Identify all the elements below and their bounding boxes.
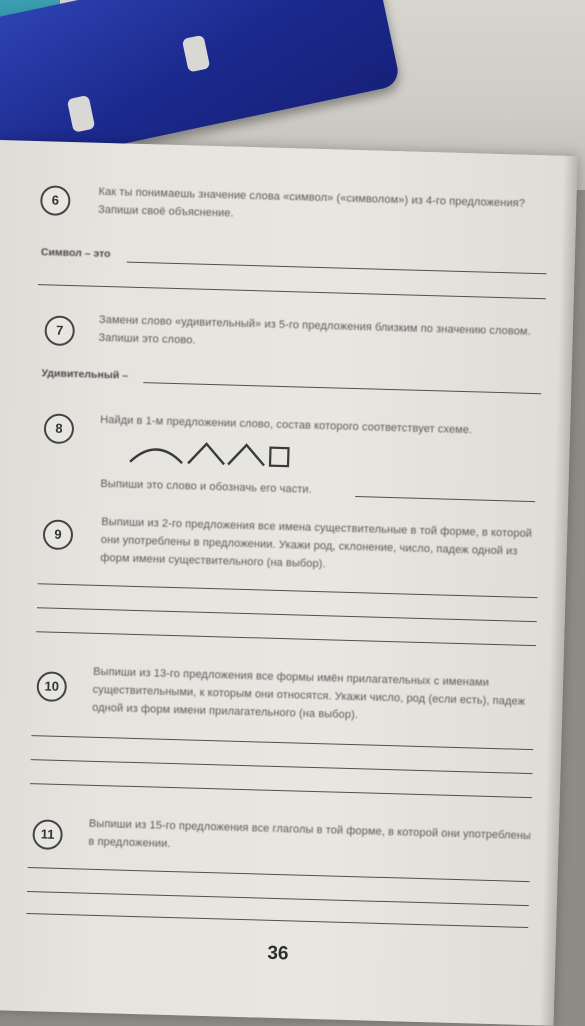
answer-line[interactable]: [26, 913, 528, 928]
task-text: Как ты понимаешь значение слова «символ» («символом») из 4-го предложения? Запиши своё объяснение.: [97, 185, 526, 220]
task-number: 7: [44, 315, 75, 346]
task-text: Выпиши из 15-го предложения все глаголы в той форме, в которой они употреблены в предложении.: [88, 817, 532, 851]
task-text: Замени слово «удивительный» из 5-го предложения близким по значению словом. Запиши это слово.: [98, 313, 531, 347]
folder-slot: [182, 35, 211, 73]
answer-line[interactable]: [31, 735, 533, 750]
answer-line[interactable]: [30, 783, 532, 798]
answer-line[interactable]: [143, 382, 541, 395]
suffix-icon: [228, 445, 265, 466]
page-shadow: [539, 156, 577, 1026]
morpheme-scheme: [126, 434, 297, 473]
answer-line[interactable]: [355, 496, 535, 502]
answer-line[interactable]: [36, 631, 536, 646]
answer-line[interactable]: [127, 262, 547, 275]
task-text: Найди в 1-м предложении слово, состав которого соответствует схеме.: [100, 413, 473, 437]
task-7: [0, 308, 573, 382]
suffix-icon: [188, 443, 225, 464]
task-9: [0, 510, 567, 571]
answer-line[interactable]: [28, 867, 530, 882]
answer-line[interactable]: [37, 607, 537, 622]
answer-line[interactable]: [27, 891, 529, 906]
task-text: Выпиши из 2-го предложения все имена существительные в той форме, в которой они употреблены в предложении. Укажи род, склонение, число, падеж одной из форм имени существительного (на выбор).: [100, 515, 533, 571]
task-10: [0, 660, 563, 722]
root-arc-icon: [130, 449, 182, 463]
task-6: [0, 180, 577, 261]
workbook-page: [0, 140, 578, 1026]
answer-label: Символ – это: [40, 246, 111, 261]
ending-box-icon: [270, 448, 288, 466]
answer-label: Удивительный –: [41, 367, 129, 382]
task-8: [0, 408, 570, 496]
answer-line[interactable]: [31, 759, 533, 774]
task-number: 9: [43, 519, 74, 550]
folder-slot: [67, 95, 96, 133]
task-number: 6: [40, 185, 71, 216]
task-text: Выпиши из 13-го предложения все формы имён прилагательных с именами существительными, к которым они относятся. Укажи число, род (если есть), падеж одной из форм имени прилагательного (на выбор).: [92, 665, 526, 722]
answer-line[interactable]: [38, 583, 538, 598]
task-subtext: Выпиши это слово и обозначь его части.: [100, 477, 312, 496]
task-number: 11: [32, 819, 63, 850]
answer-line[interactable]: [38, 284, 546, 300]
page-number: 36: [267, 942, 289, 965]
task-number: 8: [44, 413, 75, 444]
task-11: [0, 812, 559, 851]
task-number: 10: [36, 671, 67, 702]
